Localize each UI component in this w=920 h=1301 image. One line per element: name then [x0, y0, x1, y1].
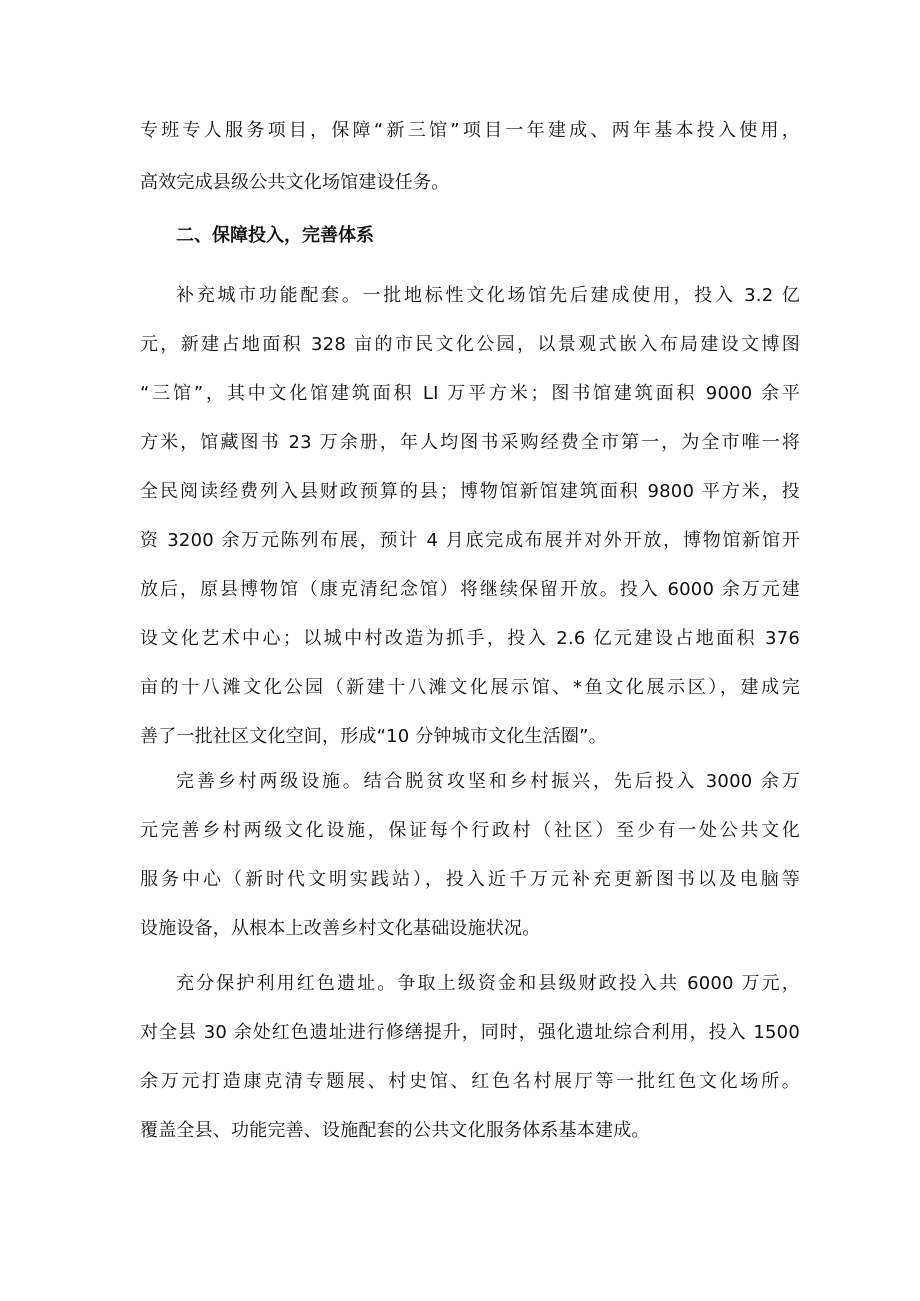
section-heading: 二、保障投入，完善体系 [176, 225, 374, 246]
paragraph-line: 设施设备，从根本上改善乡村文化基础设施状况。 [140, 918, 541, 939]
paragraph-line: 元完善乡村两级文化设施，保证每个行政村（社区）至少有一处公共文化 [140, 820, 800, 841]
paragraph-line: 专班专人服务项目，保障“新三馆”项目一年建成、两年基本投入使用， [140, 120, 800, 141]
paragraph-line: 元，新建占地面积 328 亩的市民文化公园，以景观式嵌入布局建设文博图 [140, 334, 800, 355]
paragraph-line: 资 3200 余万元陈列布展，预计 4 月底完成布展并对外开放，博物馆新馆开 [140, 530, 800, 551]
paragraph-line: 放后，原县博物馆（康克清纪念馆）将继续保留开放。投入 6000 余万元建 [140, 579, 800, 600]
paragraph-line: 完善乡村两级设施。结合脱贫攻坚和乡村振兴，先后投入 3000 余万 [176, 771, 800, 792]
paragraph-line: 高效完成县级公共文化场馆建设任务。 [140, 172, 450, 193]
paragraph-urban-facilities [140, 280, 800, 753]
paragraph-line: “三馆”，其中文化馆建筑面积 LI 万平方米；图书馆建筑面积 9000 余平 [140, 383, 800, 404]
paragraph-line: 方米，馆藏图书 23 万余册，年人均图书采购经费全市第一，为全市唯一将 [140, 432, 800, 453]
paragraph-line: 设文化艺术中心；以城中村改造为抓手，投入 2.6 亿元建设占地面积 376 [140, 628, 800, 649]
paragraph-line: 余万元打造康克清专题展、村史馆、红色名村展厅等一批红色文化场所。 [140, 1071, 800, 1092]
paragraph-line: 亩的十八滩文化公园（新建十八滩文化展示馆、*鱼文化展示区），建成完 [140, 677, 800, 698]
paragraph-rural-facilities [140, 766, 800, 945]
paragraph-line: 对全县 30 余处红色遗址进行修缮提升，同时，强化遗址综合利用，投入 1500 [140, 1022, 800, 1043]
paragraph-line: 善了一批社区文化空间，形成“10 分钟城市文化生活圈”。 [140, 726, 607, 747]
paragraph-line: 充分保护利用红色遗址。争取上级资金和县级财政投入共 6000 万元， [176, 973, 800, 994]
paragraph-line: 全民阅读经费列入县财政预算的县；博物馆新馆建筑面积 9800 平方米，投 [140, 481, 800, 502]
intro-paragraph [140, 115, 800, 199]
paragraph-line: 服务中心（新时代文明实践站），投入近千万元补充更新图书以及电脑等 [140, 869, 800, 890]
paragraph-red-sites [140, 968, 800, 1147]
paragraph-line: 覆盖全县、功能完善、设施配套的公共文化服务体系基本建成。 [140, 1120, 650, 1141]
paragraph-line: 补充城市功能配套。一批地标性文化场馆先后建成使用，投入 3.2 亿 [176, 285, 800, 306]
